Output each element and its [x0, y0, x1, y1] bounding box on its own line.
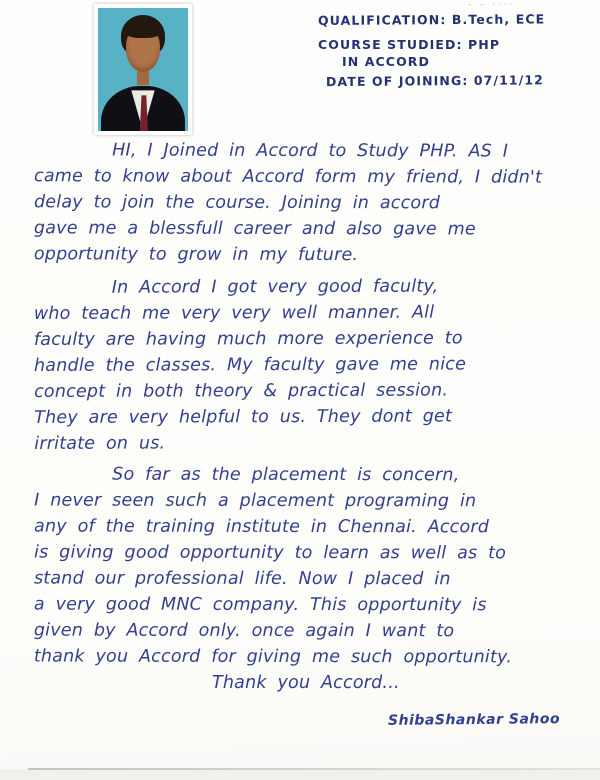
handwritten-line: is giving good opportunity to learn as well as to — [34, 542, 507, 564]
paragraph-placement — [34, 462, 588, 671]
handwritten-line: They are very helpful to us. They dont get — [34, 406, 453, 428]
header-line-joining-date: DATE OF JOINING: 07/11/12 — [325, 72, 545, 90]
handwritten-line: concept in both theory & practical session. — [34, 380, 449, 402]
handwritten-line: a very good MNC company. This opportunity is — [33, 594, 487, 616]
handwritten-line: faculty are having much more experience to — [33, 328, 463, 350]
header-line-course: COURSE STUDIED: PHP — [318, 37, 501, 52]
handwritten-line: came to know about Accord form my friend, I didn't — [34, 166, 543, 188]
handwritten-line: who teach me very very well manner. All — [33, 302, 435, 324]
handwritten-line: stand our professional life. Now I placed in — [33, 568, 451, 590]
photo-background — [98, 8, 188, 131]
handwritten-line: any of the training institute in Chennai. Accord — [34, 516, 490, 538]
stray-pen-marks: - - ···· — [468, 0, 516, 10]
handwritten-line: irritate on us. — [34, 433, 166, 454]
handwritten-line: So far as the placement is concern, — [112, 464, 460, 486]
person-hairline — [125, 24, 161, 38]
header-line-qualification: QUALIFICATION: B.Tech, ECE — [317, 11, 546, 28]
applicant-photo — [94, 4, 192, 135]
scanner-background — [0, 770, 600, 780]
handwritten-line: thank you Accord for giving me such opportunity. — [33, 646, 513, 668]
paragraph-intro — [34, 137, 588, 268]
handwritten-line: gave me a blessfull career and also gave me — [33, 218, 476, 240]
handwritten-line: HI, I Joined in Accord to Study PHP. AS I — [112, 140, 509, 162]
header-line-institute: IN ACCORD — [342, 54, 431, 69]
handwritten-line: given by Accord only. once again I want to — [33, 620, 455, 642]
handwritten-line: handle the classes. My faculty gave me nice — [33, 354, 467, 376]
closing-line: Thank you Accord... — [212, 673, 400, 693]
letter-header — [318, 12, 596, 88]
handwritten-line: In Accord I got very good faculty, — [111, 276, 439, 298]
signature: ShibaShankar Sahoo — [387, 711, 561, 729]
letter-body — [34, 138, 588, 696]
paragraph-faculty — [34, 273, 589, 457]
handwritten-line: delay to join the course. Joining in accord — [33, 192, 441, 214]
handwritten-line: I never seen such a placement programing in — [34, 490, 477, 512]
handwritten-line: opportunity to grow in my future. — [33, 244, 359, 266]
